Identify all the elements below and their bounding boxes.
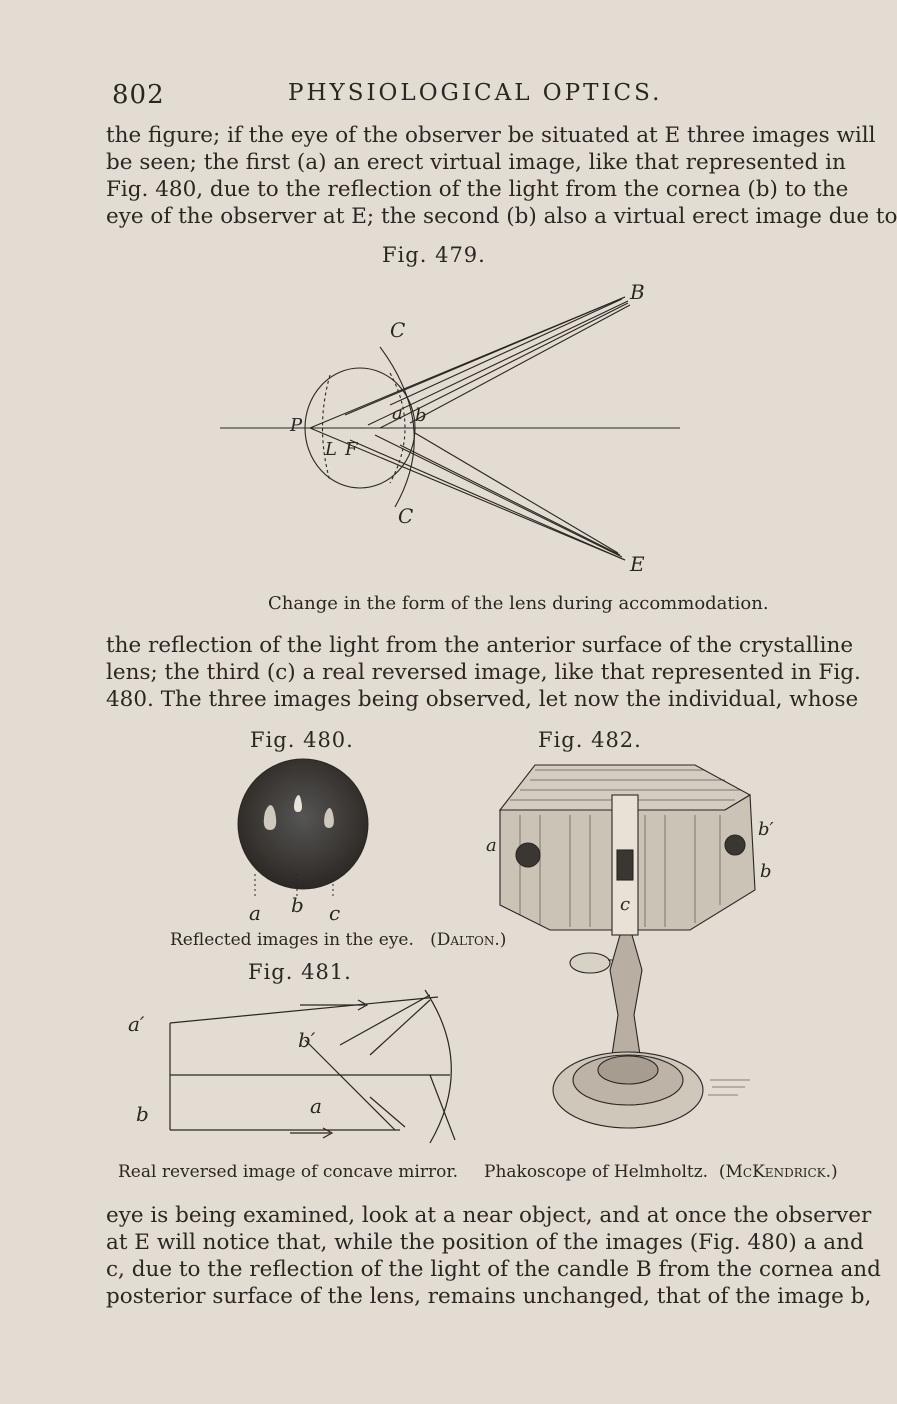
fig482-caption-author: (McKendrick.) xyxy=(718,1162,838,1182)
text-line: the figure; if the eye of the observer be situated at E three images will xyxy=(106,123,876,148)
fig481-diagram xyxy=(130,985,475,1155)
fig482-caption-main: Phakoscope of Helmholtz. xyxy=(484,1162,709,1182)
fig479-letter-F: F xyxy=(345,439,358,460)
fig480-letter-a: a xyxy=(249,901,261,925)
fig482-phakoscope-image xyxy=(480,755,785,1155)
text-line: lens; the third (c) a real reversed image, like that represented in Fig. xyxy=(106,660,861,685)
fig479-label: Fig. 479. xyxy=(382,243,486,267)
fig480-caption-author: (Dalton.) xyxy=(430,930,507,950)
fig479-letter-b: b xyxy=(415,405,427,426)
text-line: at E will notice that, while the position of the images (Fig. 480) a and xyxy=(106,1230,864,1255)
fig480-label: Fig. 480. xyxy=(250,728,354,752)
fig480-caption xyxy=(170,930,506,950)
fig480-eye-image xyxy=(225,752,385,927)
fig479-letter-B: B xyxy=(630,280,645,304)
fig480-letter-c: c xyxy=(329,901,341,925)
paragraph-top xyxy=(106,122,897,230)
fig481-letter-a-prime: a′ xyxy=(128,1012,145,1036)
fig479-letter-L: L xyxy=(325,439,337,460)
fig480-letter-b: b xyxy=(291,893,304,917)
fig479-letter-a: a xyxy=(392,403,403,424)
text-line: 480. The three images being observed, let now the individual, whose xyxy=(106,687,859,712)
paragraph-middle xyxy=(106,632,861,713)
fig479-letter-C-bottom: C xyxy=(398,504,414,528)
fig480-caption-main: Reflected images in the eye. xyxy=(170,930,414,950)
fig479-letter-P: P xyxy=(290,415,303,436)
fig479-caption: Change in the form of the lens during accommodation. xyxy=(268,593,769,614)
fig482-label: Fig. 482. xyxy=(538,728,642,752)
fig482-letter-b-prime: b′ xyxy=(758,819,774,840)
text-line: c, due to the reflection of the light of the candle B from the cornea and xyxy=(106,1257,881,1282)
fig481-letter-a: a xyxy=(310,1094,322,1118)
fig482-caption xyxy=(484,1162,838,1182)
page-number: 802 xyxy=(112,80,165,110)
running-title: PHYSIOLOGICAL OPTICS. xyxy=(288,80,663,106)
paragraph-bottom xyxy=(106,1202,881,1310)
text-line: posterior surface of the lens, remains unchanged, that of the image b, xyxy=(106,1284,872,1309)
text-line: Fig. 480, due to the reflection of the light from the cornea (b) to the xyxy=(106,177,849,202)
fig481-letter-b-prime: b′ xyxy=(298,1028,316,1052)
fig482-letter-a: a xyxy=(486,835,497,856)
fig479-letter-C-top: C xyxy=(390,318,406,342)
fig481-letter-b: b xyxy=(136,1102,149,1126)
text-line: eye of the observer at E; the second (b) also a virtual erect image due to xyxy=(106,204,897,229)
text-line: eye is being examined, look at a near object, and at once the observer xyxy=(106,1203,872,1228)
fig482-letter-b: b xyxy=(760,861,772,882)
fig481-label: Fig. 481. xyxy=(248,960,352,984)
fig479-letter-E: E xyxy=(630,552,645,576)
fig482-letter-c: c xyxy=(620,894,631,915)
fig481-caption: Real reversed image of concave mirror. xyxy=(118,1162,458,1182)
fig479-diagram xyxy=(250,275,700,585)
text-line: the reflection of the light from the anterior surface of the crystalline xyxy=(106,633,854,658)
text-line: be seen; the first (a) an erect virtual image, like that represented in xyxy=(106,150,846,175)
